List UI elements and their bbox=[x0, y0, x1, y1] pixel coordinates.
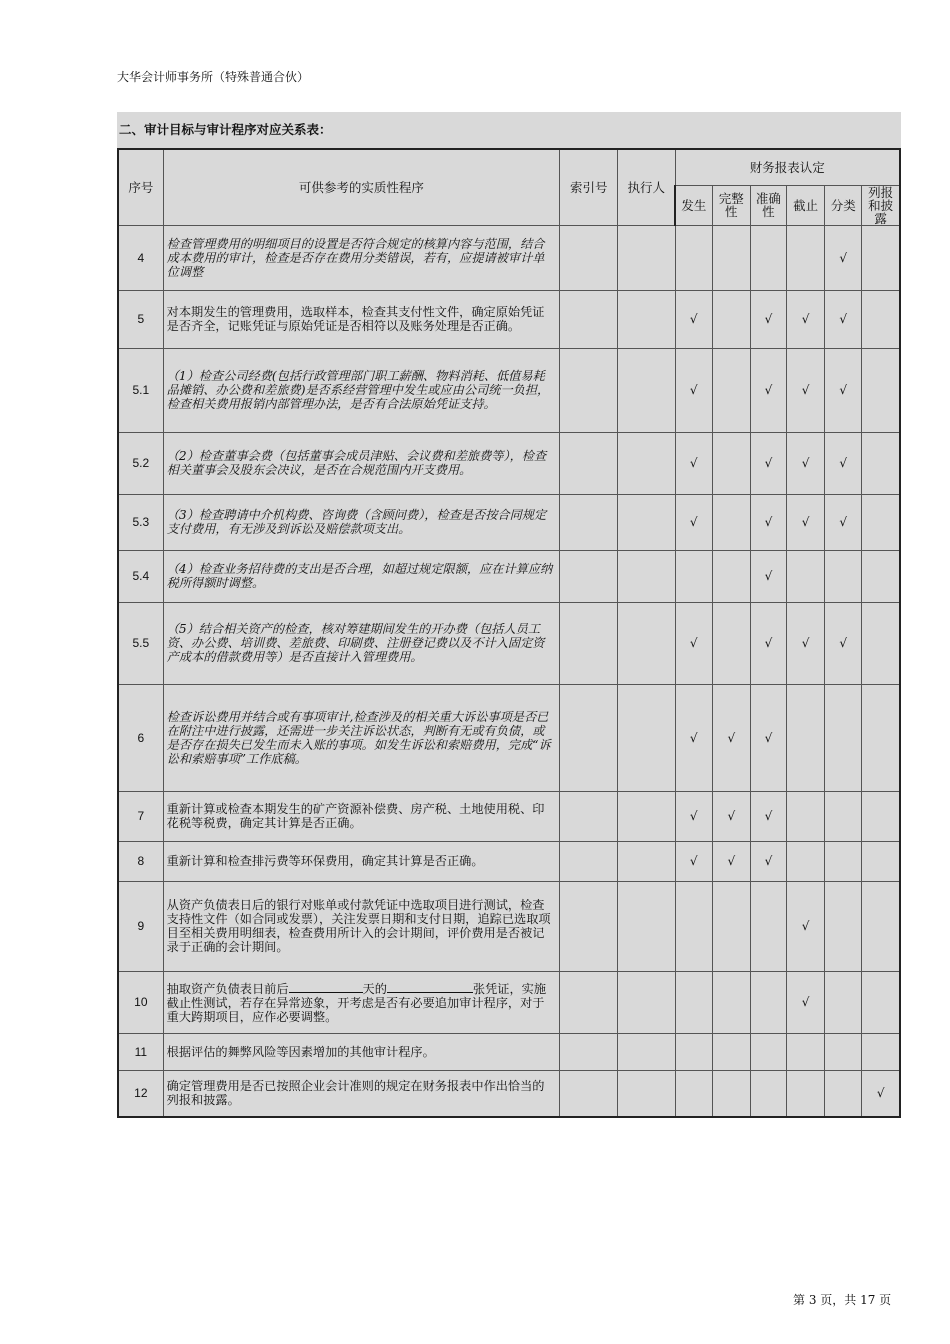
check-occurrence: √ bbox=[675, 841, 712, 881]
table-row bbox=[118, 432, 900, 494]
header-assertions: 财务报表认定 bbox=[675, 149, 900, 185]
check-accuracy: √ bbox=[750, 432, 786, 494]
check-cutoff: √ bbox=[787, 602, 825, 684]
check-classification: √ bbox=[825, 432, 862, 494]
check-completeness: √ bbox=[712, 791, 750, 841]
check-cutoff: √ bbox=[787, 494, 825, 550]
header-index: 索引号 bbox=[560, 149, 618, 225]
blank-days[interactable] bbox=[289, 981, 363, 993]
header-cutoff: 截止 bbox=[787, 185, 825, 225]
check-occurrence: √ bbox=[675, 494, 712, 550]
index-cell[interactable] bbox=[560, 602, 618, 684]
executor-cell[interactable] bbox=[618, 971, 675, 1033]
check-accuracy: √ bbox=[750, 684, 786, 791]
header-procedure: 可供参考的实质性程序 bbox=[163, 149, 560, 225]
check-cutoff: √ bbox=[787, 881, 825, 971]
row-procedure: （2）检查董事会费（包括董事会成员津贴、会议费和差旅费等），检查相关董事会及股东会决议，是否在合规范围内开支费用。 bbox=[163, 432, 560, 494]
executor-cell[interactable] bbox=[618, 791, 675, 841]
check-accuracy: √ bbox=[750, 550, 786, 602]
executor-cell[interactable] bbox=[618, 881, 675, 971]
header-seq: 序号 bbox=[118, 149, 163, 225]
table-row bbox=[118, 494, 900, 550]
executor-cell[interactable] bbox=[618, 841, 675, 881]
row-procedure: （5）结合相关资产的检查，核对筹建期间发生的开办费（包括人员工资、办公费、培训费、差旅费、印刷费、注册登记费以及不计入固定资产成本的借款费用等）是否直接计入管理费用。 bbox=[163, 602, 560, 684]
executor-cell[interactable] bbox=[618, 494, 675, 550]
row-seq: 5.2 bbox=[118, 432, 163, 494]
check-classification: √ bbox=[825, 494, 862, 550]
row-seq: 5.1 bbox=[118, 348, 163, 432]
check-accuracy: √ bbox=[750, 841, 786, 881]
table-row bbox=[118, 684, 900, 791]
row-seq: 10 bbox=[118, 971, 163, 1033]
row-procedure: 根据评估的舞弊风险等因素增加的其他审计程序。 bbox=[163, 1033, 560, 1070]
blank-vouchers[interactable] bbox=[387, 981, 473, 993]
check-accuracy: √ bbox=[750, 348, 786, 432]
executor-cell[interactable] bbox=[618, 550, 675, 602]
row-seq: 4 bbox=[118, 225, 163, 290]
index-cell[interactable] bbox=[560, 494, 618, 550]
check-accuracy: √ bbox=[750, 494, 786, 550]
check-completeness: √ bbox=[712, 841, 750, 881]
header-classification: 分类 bbox=[825, 185, 862, 225]
firm-name: 大华会计师事务所（特殊普通合伙） bbox=[117, 70, 310, 84]
header-executor: 执行人 bbox=[618, 149, 675, 225]
index-cell[interactable] bbox=[560, 550, 618, 602]
row-seq: 7 bbox=[118, 791, 163, 841]
check-cutoff: √ bbox=[787, 971, 825, 1033]
table-row bbox=[118, 1070, 900, 1117]
check-accuracy: √ bbox=[750, 602, 786, 684]
page-number: 第 3 页，共 17 页 bbox=[793, 1293, 892, 1307]
row-seq: 8 bbox=[118, 841, 163, 881]
table-row bbox=[118, 602, 900, 684]
index-cell[interactable] bbox=[560, 1033, 618, 1070]
row-procedure: 抽取资产负债表日前后 天的 张凭证，实施截止性测试，若存在异常迹象，开考虑是否有必要追加审计程序，对于重大跨期项目，应作必要调整。 bbox=[163, 971, 560, 1033]
row-procedure: 检查诉讼费用并结合或有事项审计,检查涉及的相关重大诉讼事项是否已在附注中进行披露，还需进一步关注诉讼状态，判断有无或有负债，或是否存在损失已发生而未入账的事项。如发生诉讼和索赔费用，完成“诉讼和索赔事项”工作底稿。 bbox=[163, 684, 560, 791]
row-seq: 5.3 bbox=[118, 494, 163, 550]
audit-procedure-table bbox=[117, 148, 901, 1118]
table-row bbox=[118, 290, 900, 348]
check-occurrence: √ bbox=[675, 290, 712, 348]
row-procedure: 对本期发生的管理费用，选取样本，检查其支付性文件，确定原始凭证是否齐全，记账凭证与原始凭证是否相符以及账务处理是否正确。 bbox=[163, 290, 560, 348]
row-seq: 5.5 bbox=[118, 602, 163, 684]
row-procedure: 确定管理费用是否已按照企业会计准则的规定在财务报表中作出恰当的列报和披露。 bbox=[163, 1070, 560, 1117]
table-row bbox=[118, 971, 900, 1033]
index-cell[interactable] bbox=[560, 971, 618, 1033]
check-classification: √ bbox=[825, 348, 862, 432]
check-completeness: √ bbox=[712, 684, 750, 791]
row-procedure: 重新计算和检查排污费等环保费用，确定其计算是否正确。 bbox=[163, 841, 560, 881]
index-cell[interactable] bbox=[560, 225, 618, 290]
executor-cell[interactable] bbox=[618, 1033, 675, 1070]
row-seq: 6 bbox=[118, 684, 163, 791]
check-cutoff: √ bbox=[787, 348, 825, 432]
check-occurrence: √ bbox=[675, 432, 712, 494]
check-classification: √ bbox=[825, 225, 862, 290]
header-completeness: 完整 性 bbox=[712, 185, 750, 225]
index-cell[interactable] bbox=[560, 841, 618, 881]
check-classification: √ bbox=[825, 602, 862, 684]
index-cell[interactable] bbox=[560, 290, 618, 348]
row-seq: 12 bbox=[118, 1070, 163, 1117]
check-occurrence: √ bbox=[675, 791, 712, 841]
header-occurrence: 发生 bbox=[675, 185, 712, 225]
table-row bbox=[118, 841, 900, 881]
index-cell[interactable] bbox=[560, 881, 618, 971]
check-classification: √ bbox=[825, 290, 862, 348]
header-accuracy: 准确 性 bbox=[750, 185, 786, 225]
table-row bbox=[118, 1033, 900, 1070]
row-procedure: 从资产负债表日后的银行对账单或付款凭证中选取项目进行测试，检查支持性文件（如合同或发票），关注发票日期和支付日期，追踪已选取项目至相关费用明细表，检查费用所计入的会计期间，评价费用是否被记录于正确的会计期间。 bbox=[163, 881, 560, 971]
table-row bbox=[118, 791, 900, 841]
check-occurrence: √ bbox=[675, 602, 712, 684]
executor-cell[interactable] bbox=[618, 225, 675, 290]
table-row bbox=[118, 225, 900, 290]
index-cell[interactable] bbox=[560, 1070, 618, 1117]
check-occurrence: √ bbox=[675, 684, 712, 791]
check-cutoff: √ bbox=[787, 432, 825, 494]
check-accuracy: √ bbox=[750, 791, 786, 841]
index-cell[interactable] bbox=[560, 791, 618, 841]
index-cell[interactable] bbox=[560, 348, 618, 432]
check-occurrence: √ bbox=[675, 348, 712, 432]
table-row bbox=[118, 550, 900, 602]
executor-cell[interactable] bbox=[618, 1070, 675, 1117]
row-procedure: 重新计算或检查本期发生的矿产资源补偿费、房产税、土地使用税、印花税等税费，确定其计算是否正确。 bbox=[163, 791, 560, 841]
executor-cell[interactable] bbox=[618, 348, 675, 432]
row-seq: 5 bbox=[118, 290, 163, 348]
row-procedure: （1）检查公司经费(包括行政管理部门职工薪酬、物料消耗、低值易耗品摊销、办公费和差旅费)是否系经营管理中发生或应由公司统一负担，检查相关费用报销内部管理办法，是否有合法原始凭证支持。 bbox=[163, 348, 560, 432]
check-cutoff: √ bbox=[787, 290, 825, 348]
executor-cell[interactable] bbox=[618, 432, 675, 494]
executor-cell[interactable] bbox=[618, 290, 675, 348]
index-cell[interactable] bbox=[560, 432, 618, 494]
row-seq: 11 bbox=[118, 1033, 163, 1070]
row-procedure: 检查管理费用的明细项目的设置是否符合规定的核算内容与范围，结合成本费用的审计，检查是否存在费用分类错误，若有，应提请被审计单位调整 bbox=[163, 225, 560, 290]
check-accuracy: √ bbox=[750, 290, 786, 348]
row-procedure: （4）检查业务招待费的支出是否合理，如超过规定限额，应在计算应纳税所得额时调整。 bbox=[163, 550, 560, 602]
row-seq: 5.4 bbox=[118, 550, 163, 602]
table-row bbox=[118, 348, 900, 432]
table-row bbox=[118, 881, 900, 971]
index-cell[interactable] bbox=[560, 684, 618, 791]
row-procedure: （3）检查聘请中介机构费、咨询费（含顾问费），检查是否按合同规定支付费用，有无涉及到诉讼及赔偿款项支出。 bbox=[163, 494, 560, 550]
executor-cell[interactable] bbox=[618, 684, 675, 791]
executor-cell[interactable] bbox=[618, 602, 675, 684]
header-presentation: 列报 和披 露 bbox=[862, 185, 900, 225]
section-title: 二、审计目标与审计程序对应关系表： bbox=[117, 112, 901, 148]
row-seq: 9 bbox=[118, 881, 163, 971]
check-presentation: √ bbox=[862, 1070, 900, 1117]
